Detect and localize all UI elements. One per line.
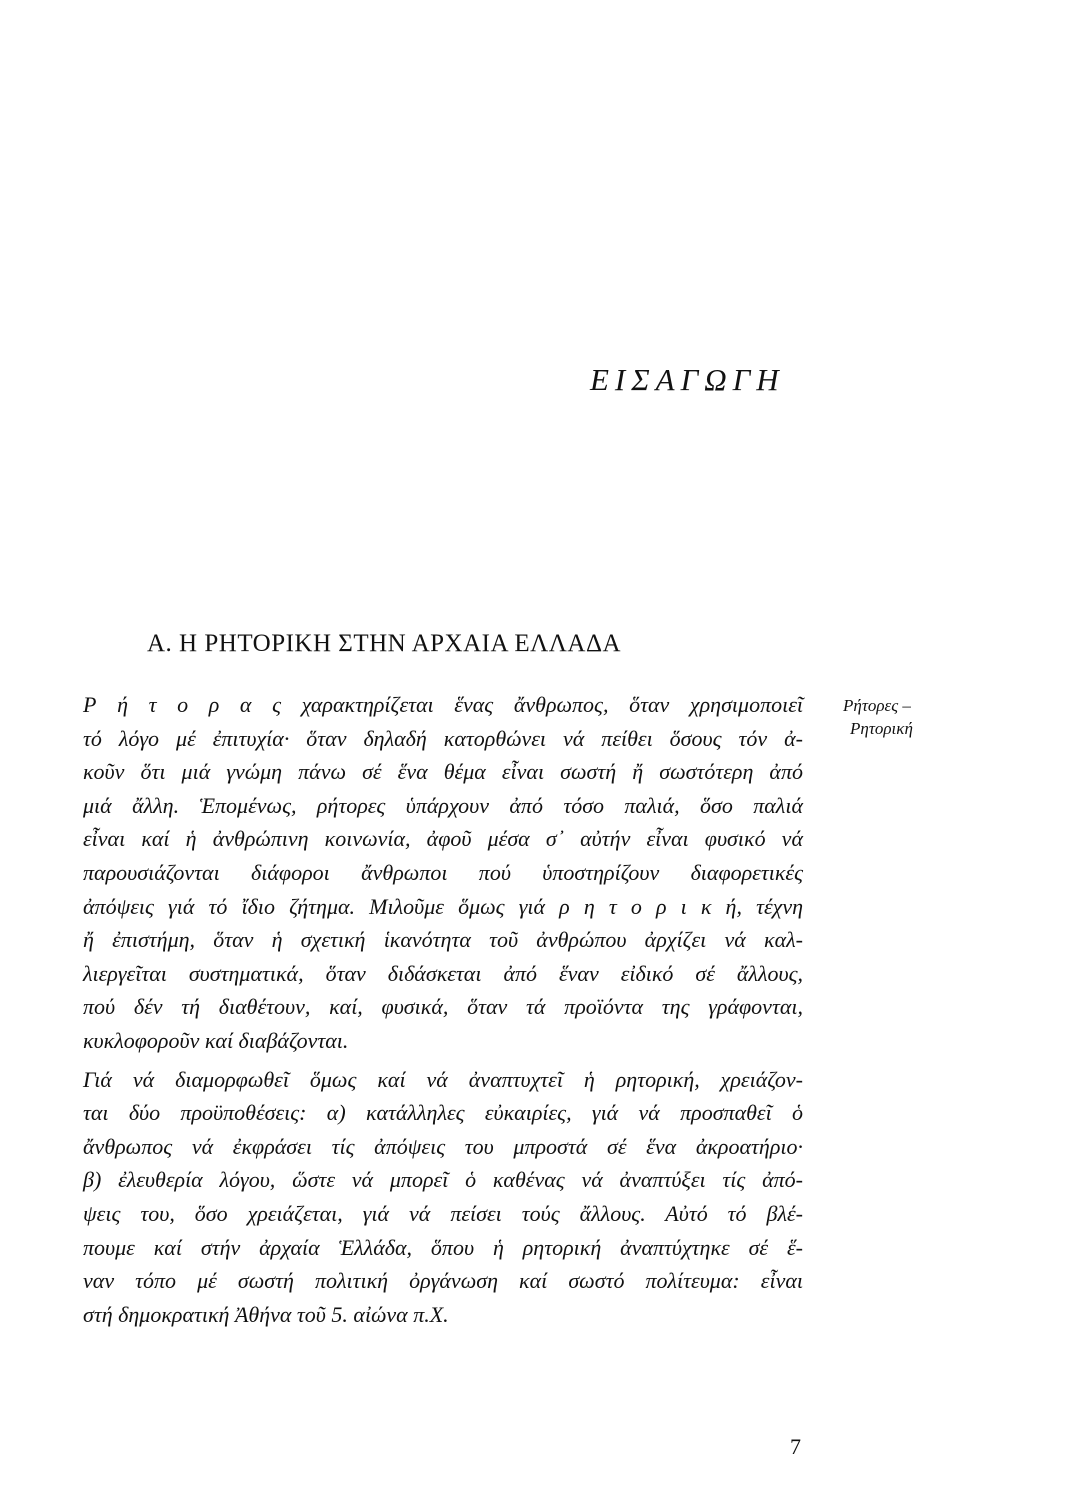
body-text xyxy=(83,688,803,1331)
paragraph-line: πού δέν τή διαθέτουν, καί, φυσικά, ὅταν τά προϊόντα της γράφονται, xyxy=(83,994,803,1020)
paragraph-line: ψεις του, ὅσο χρειάζεται, γιά νά πείσει τούς ἄλλους. Αὐτό τό βλέ- xyxy=(83,1200,803,1226)
paragraph-line: ἤ ἐπιστήμη, ὅταν ἡ σχετική ἱκανότητα τοῦ ἀνθρώπου ἀρχίζει νά καλ- xyxy=(83,927,803,953)
margin-note xyxy=(843,694,913,740)
paragraph-line: παρουσιάζονται διάφοροι ἄνθρωποι πού ὑποστηρίζουν διαφορετικές xyxy=(83,859,803,885)
paragraph-line: β) ἐλευθερία λόγου, ὥστε νά μπορεῖ ὁ καθένας νά ἀναπτύξει τίς ἀπό- xyxy=(83,1167,803,1193)
paragraph-line: ται δύο προϋποθέσεις: α) κατάλληλες εὐκαιρίες, γιά νά προσπαθεῖ ὁ xyxy=(83,1100,803,1126)
section-heading: Α. Η ΡΗΤΟΡΙΚΗ ΣΤΗΝ ΑΡΧΑΙΑ ΕΛΛΑΔΑ xyxy=(147,630,622,657)
paragraph-line: τό λόγο μέ ἐπιτυχία· ὅταν δηλαδή κατορθώνει νά πείθει ὅσους τόν ἀ- xyxy=(83,725,803,751)
paragraph-line: ἄνθρωπος νά ἐκφράσει τίς ἀπόψεις του μπροστά σέ ἕνα ἀκροατήριο· xyxy=(83,1133,803,1159)
paragraph-line: κοῦν ὅτι μιά γνώμη πάνω σέ ἕνα θέμα εἶναι σωστή ἤ σωστότερη ἀπό xyxy=(83,759,803,785)
margin-note-line: Ρήτορες – xyxy=(843,696,911,715)
page-title: ΕΙΣΑΓΩΓΗ xyxy=(590,362,785,397)
paragraph-line: κυκλοφοροῦν καί διαβάζονται. xyxy=(83,1027,349,1053)
paragraph-line: λιεργεῖται συστηματικά, ὅταν διδάσκεται ἀπό ἕναν εἰδικό σέ ἄλλους, xyxy=(83,960,803,986)
page-number: 7 xyxy=(790,1434,801,1459)
margin-note-line: Ρητορική xyxy=(850,719,913,738)
paragraph-line: εἶναι καί ἡ ἀνθρώπινη κοινωνία, ἀφοῦ μέσα σ᾽ αὐτήν εἶναι φυσικό νά xyxy=(83,826,803,852)
paragraph-line: μιά ἄλλη. Ἑπομένως, ρήτορες ὑπάρχουν ἀπό τόσο παλιά, ὅσο παλιά xyxy=(83,792,803,818)
paragraph-line: Γιά νά διαμορφωθεῖ ὅμως καί νά ἀναπτυχτεῖ ἡ ρητορική, χρειάζον- xyxy=(83,1066,803,1092)
paragraph-line: στή δημοκρατική Ἀθήνα τοῦ 5. αἰώνα π.Χ. xyxy=(83,1301,449,1327)
paragraph-line: ναν τόπο μέ σωστή πολιτική ὀργάνωση καί σωστό πολίτευμα: εἶναι xyxy=(83,1268,803,1294)
paragraph-line: πουμε καί στήν ἀρχαία Ἑλλάδα, ὅπου ἡ ρητορική ἀναπτύχτηκε σέ ἕ- xyxy=(83,1234,803,1260)
paragraph-line: ἀπόψεις γιά τό ἴδιο ζήτημα. Μιλοῦμε ὅμως γιά ρ η τ ο ρ ι κ ή, τέχνη xyxy=(83,893,803,919)
paragraph-line: Ρ ή τ ο ρ α ς χαρακτηρίζεται ἕνας ἄνθρωπος, ὅταν χρησιμοποιεῖ xyxy=(83,692,803,717)
